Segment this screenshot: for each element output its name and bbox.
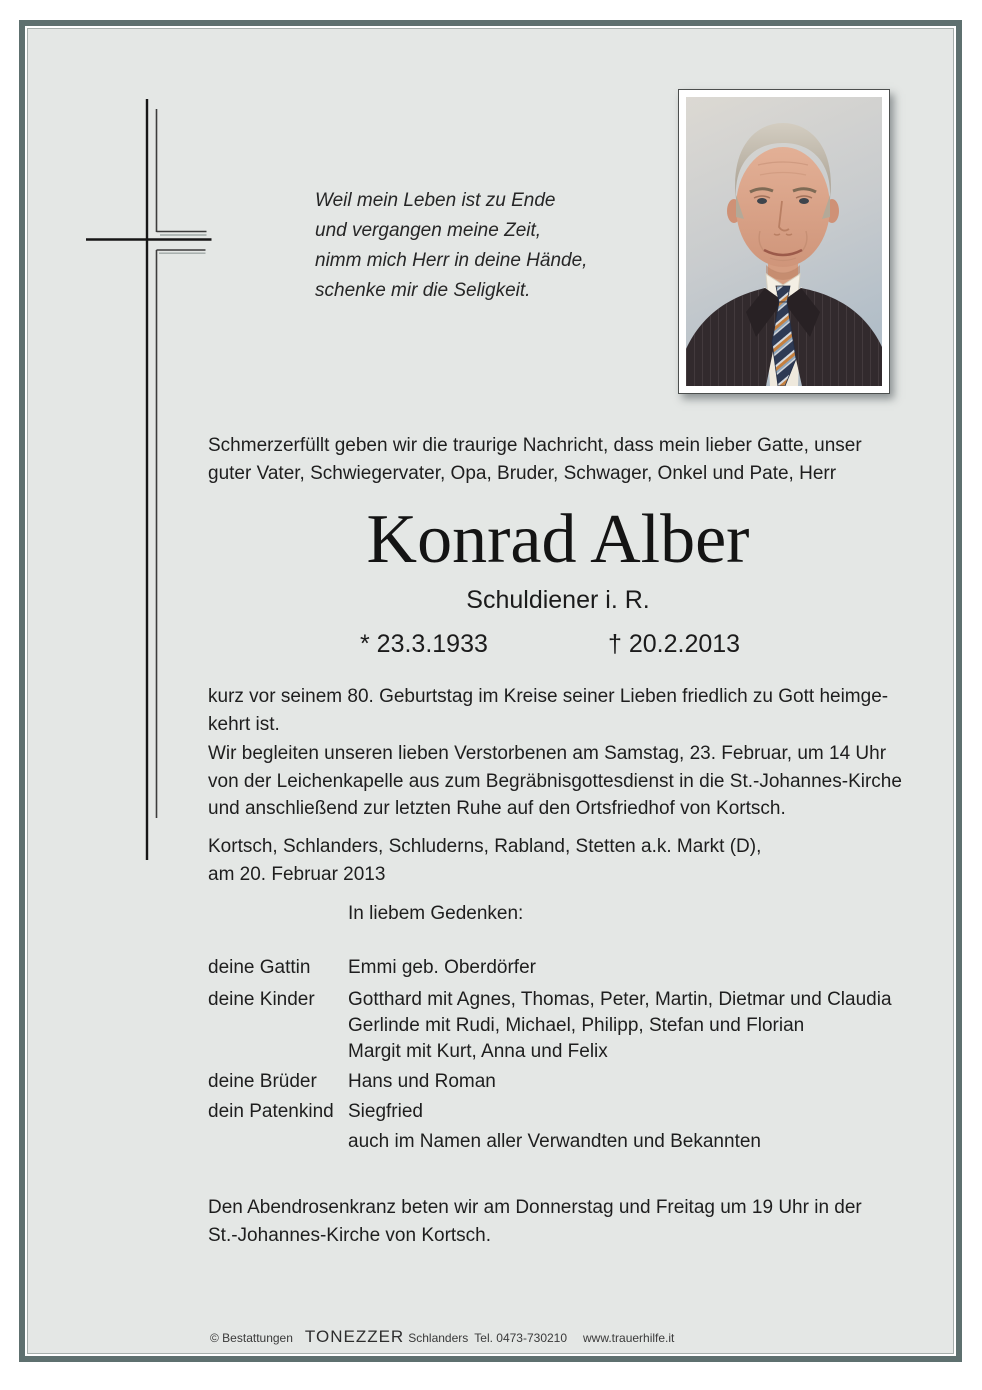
- family-label: dein Patenkind: [208, 1101, 334, 1122]
- paragraph-line: kehrt ist.: [208, 713, 280, 735]
- poem-line: nimm mich Herr in deine Hände,: [315, 250, 588, 271]
- footer-location: Schlanders: [408, 1331, 469, 1345]
- announcement-intro: [208, 432, 956, 487]
- funeral-paragraph: [208, 740, 956, 823]
- remembrance-heading: In liebem Gedenken:: [348, 903, 524, 924]
- death-date: † 20.2.2013: [608, 630, 741, 658]
- portrait-illustration: [686, 97, 882, 386]
- portrait-photo: [678, 89, 890, 394]
- paragraph-line: Wir begleiten unseren lieben Verstorbenen am Samstag, 23. Februar, um 14 Uhr: [208, 743, 887, 764]
- poem: [315, 186, 615, 306]
- footer-copyright: © Bestattungen: [210, 1331, 293, 1345]
- family-value-line: Margit mit Kurt, Anna und Felix: [348, 1041, 608, 1062]
- intro-line: guter Vater, Schwiegervater, Opa, Bruder, Schwager, Onkel und Pate, Herr: [208, 462, 837, 484]
- poem-line: schenke mir die Seligkeit.: [315, 280, 531, 301]
- paragraph-line: kurz vor seinem 80. Geburtstag im Kreise seiner Lieben friedlich zu Gott heimge-: [208, 686, 889, 707]
- family-label: deine Brüder: [208, 1071, 317, 1092]
- places-date-line: [208, 833, 956, 888]
- footer-phone: Tel. 0473-730210: [474, 1331, 568, 1345]
- family-value: Emmi geb. Oberdörfer: [348, 957, 536, 978]
- rosary-notice: [208, 1194, 956, 1249]
- family-value-line: Gotthard mit Agnes, Thomas, Peter, Martin, Dietmar und Claudia: [348, 989, 892, 1010]
- family-value: Hans und Roman: [348, 1071, 496, 1092]
- footer-website: www.trauerhilfe.it: [583, 1331, 675, 1345]
- rosary-line: Den Abendrosenkranz beten wir am Donnerstag und Freitag um 19 Uhr in der: [208, 1197, 862, 1218]
- footer-brand: TONEZZER: [304, 1327, 405, 1346]
- birth-date: * 23.3.1933: [360, 630, 488, 658]
- places-line: Kortsch, Schlanders, Schluderns, Rabland, Stetten a.k. Markt (D),: [208, 836, 762, 857]
- family-value: [348, 987, 892, 1065]
- places-line: am 20. Februar 2013: [208, 863, 386, 885]
- family-value: auch im Namen aller Verwandten und Bekannten: [348, 1131, 761, 1152]
- paragraph-line: und anschließend zur letzten Ruhe auf den Ortsfriedhof von Kortsch.: [208, 798, 786, 819]
- paragraph-line: von der Leichenkapelle aus zum Begräbnisgottesdienst in die St.-Johannes-Kirche: [208, 770, 902, 792]
- family-label: deine Gattin: [208, 957, 311, 978]
- obituary-card: [19, 20, 962, 1362]
- funeral-home-footer: [210, 1327, 950, 1347]
- family-value: Siegfried: [348, 1101, 423, 1122]
- rosary-line: St.-Johannes-Kirche von Kortsch.: [208, 1224, 492, 1246]
- intro-line: Schmerzerfüllt geben wir die traurige Nachricht, dass mein lieber Gatte, unser: [208, 435, 862, 456]
- deceased-title: Schuldiener i. R.: [466, 586, 650, 614]
- passing-paragraph: [208, 683, 956, 738]
- poem-line: und vergangen meine Zeit,: [315, 220, 542, 241]
- poem-line: Weil mein Leben ist zu Ende: [315, 190, 556, 211]
- family-label: deine Kinder: [208, 989, 315, 1010]
- deceased-name: Konrad Alber: [366, 501, 750, 578]
- family-value-line: Gerlinde mit Rudi, Michael, Philipp, Stefan und Florian: [348, 1015, 805, 1036]
